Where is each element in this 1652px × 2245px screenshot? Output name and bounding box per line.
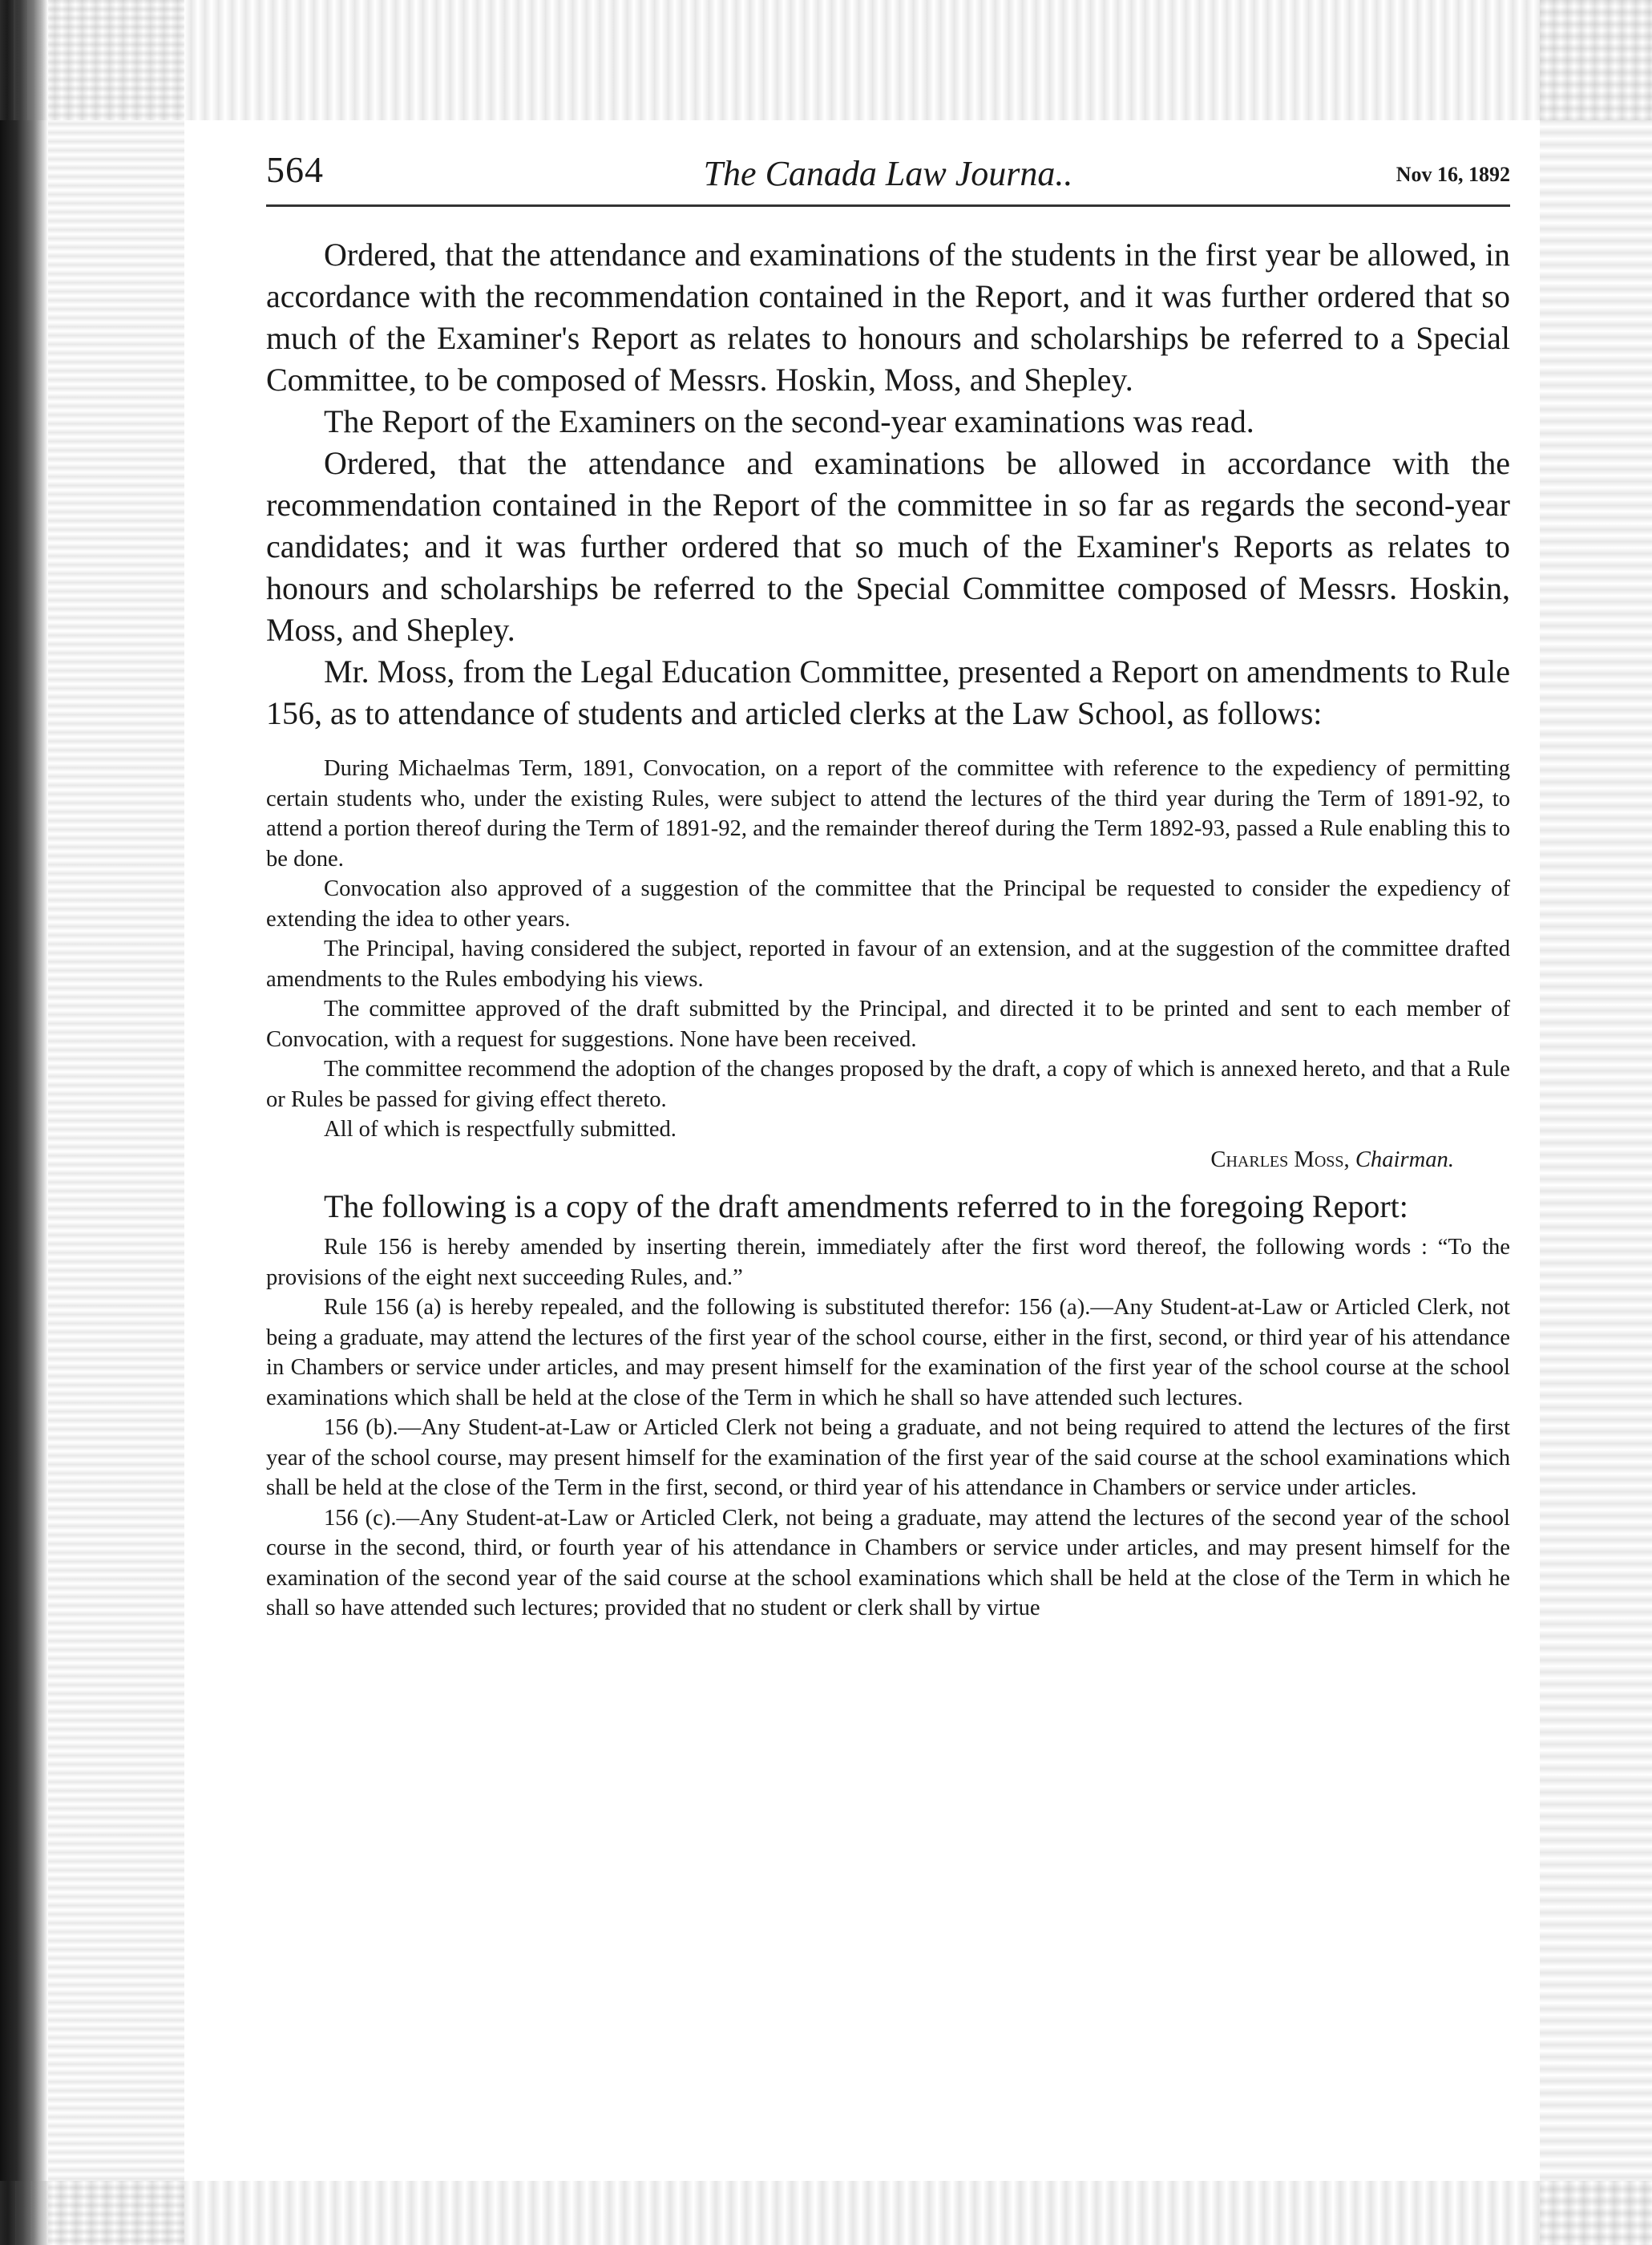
scan-binding-shadow [0,0,48,2245]
committee-report [266,754,1510,1175]
scan-noise-top [0,0,1652,120]
report-paragraph: The committee recommend the adoption of the changes proposed by the draft, a copy of which is annexed hereto, and that a Rule or Rules be passed for giving effect thereto. [266,1057,1510,1112]
report-paragraph: The Principal, having considered the subject, reported in favour of an extension, and at the suggestion of the committee drafted amendments to the Rules embodying his views. [266,936,1510,992]
journal-title: The Canada Law Journa.. [703,154,1073,193]
page-number: 564 [266,149,324,190]
scan-noise-bottom [0,2181,1652,2245]
journal-page [266,148,1510,1624]
signature-name: Charles Moss, [1210,1147,1350,1172]
spacer [266,1175,1510,1186]
paragraph: Ordered, that the attendance and examinations of the students in the first year be allowed, in accordance with the recommendation contained in the Report, and it was further ordered that so much of the Examiner's Report as relates to honours and scholarships be referred to a Special Committee, to be composed of Messrs. Hoskin, Moss, and Shepley. [266,237,1510,398]
report-paragraph: All of which is respectfully submitted. [324,1117,677,1142]
scan-noise-right [1540,0,1652,2245]
paragraph: Ordered, that the attendance and examinations be allowed in accordance with the recommendation contained in the Report of the committee in so far as regards the second-year candidates; and it was further ordered that so much of the Examiner's Reports as relates to honours and scholarships be referred to the Special Committee composed of Messrs. Hoskin, Moss, and Shepley. [266,445,1510,648]
paragraph: The Report of the Examiners on the second-year examinations was read. [324,403,1254,439]
draft-amendments [266,1232,1510,1624]
signature [266,1145,1510,1175]
report-paragraph: The committee approved of the draft submitted by the Principal, and directed it to be printed and sent to each member of Convocation, with a request for suggestions. None have been received. [266,997,1510,1052]
body-text [266,234,1510,1624]
amendment-paragraph: 156 (b).—Any Student-at-Law or Articled Clerk not being a graduate, and not being required to attend the lectures of the first year of the school course, may present himself for the examination of the first year of the said course at the school examinations which shall be held at the close of the Term in the first, second, or third year of his attendance in Chambers or service under articles. [266,1415,1510,1500]
paragraph: Mr. Moss, from the Legal Education Committee, presented a Report on amendments to Rule 156, as to attendance of students and articled clerks at the Law School, as follows: [266,653,1510,731]
issue-date: Nov 16, 1892 [1396,163,1510,186]
report-paragraph: Convocation also approved of a suggestion of the committee that the Principal be requested to consider the expediency of extending the idea to other years. [266,876,1510,932]
running-head [266,148,1510,207]
amendment-paragraph: Rule 156 (a) is hereby repealed, and the following is substituted therefor: 156 (a).—Any Student-at-Law or Articled Clerk, not being a graduate, may attend the lectures of the first year of the school course, either in the first, second, or third year of his attendance in Chambers or service under articles, and may present himself for the examination of the first year of the school course at the school examinations which shall be held at the close of the Term in which he shall so have attended such lectures. [266,1295,1510,1410]
signature-title: Chairman. [1355,1147,1454,1172]
amendment-paragraph: Rule 156 is hereby amended by inserting therein, immediately after the first word thereof, the following words : “To the provisions of the eight next succeeding Rules, and.” [266,1235,1510,1290]
amendments-intro: The following is a copy of the draft amendments referred to in the foregoing Report: [324,1188,1408,1224]
report-paragraph: During Michaelmas Term, 1891, Convocation, on a report of the committee with reference to the expediency of permitting certain students who, under the existing Rules, were subject to attend the lectures of the third year during the Term of 1891-92, to attend a portion thereof during the Term of 1891-92, and the remainder thereof during the Term 1892-93, passed a Rule enabling this to be done. [266,756,1510,872]
amendment-paragraph: 156 (c).—Any Student-at-Law or Articled Clerk, not being a graduate, may attend the lectures of the second year of the school course in the second, third, or fourth year of his attendance in Chambers or service under articles, and may present himself for the examination of the second year of the said course at the school examinations which shall be held at the close of the Term in which he shall so have attended such lectures; provided that no student or clerk shall by virtue [266,1505,1510,1620]
scan-noise-left [48,0,184,2245]
